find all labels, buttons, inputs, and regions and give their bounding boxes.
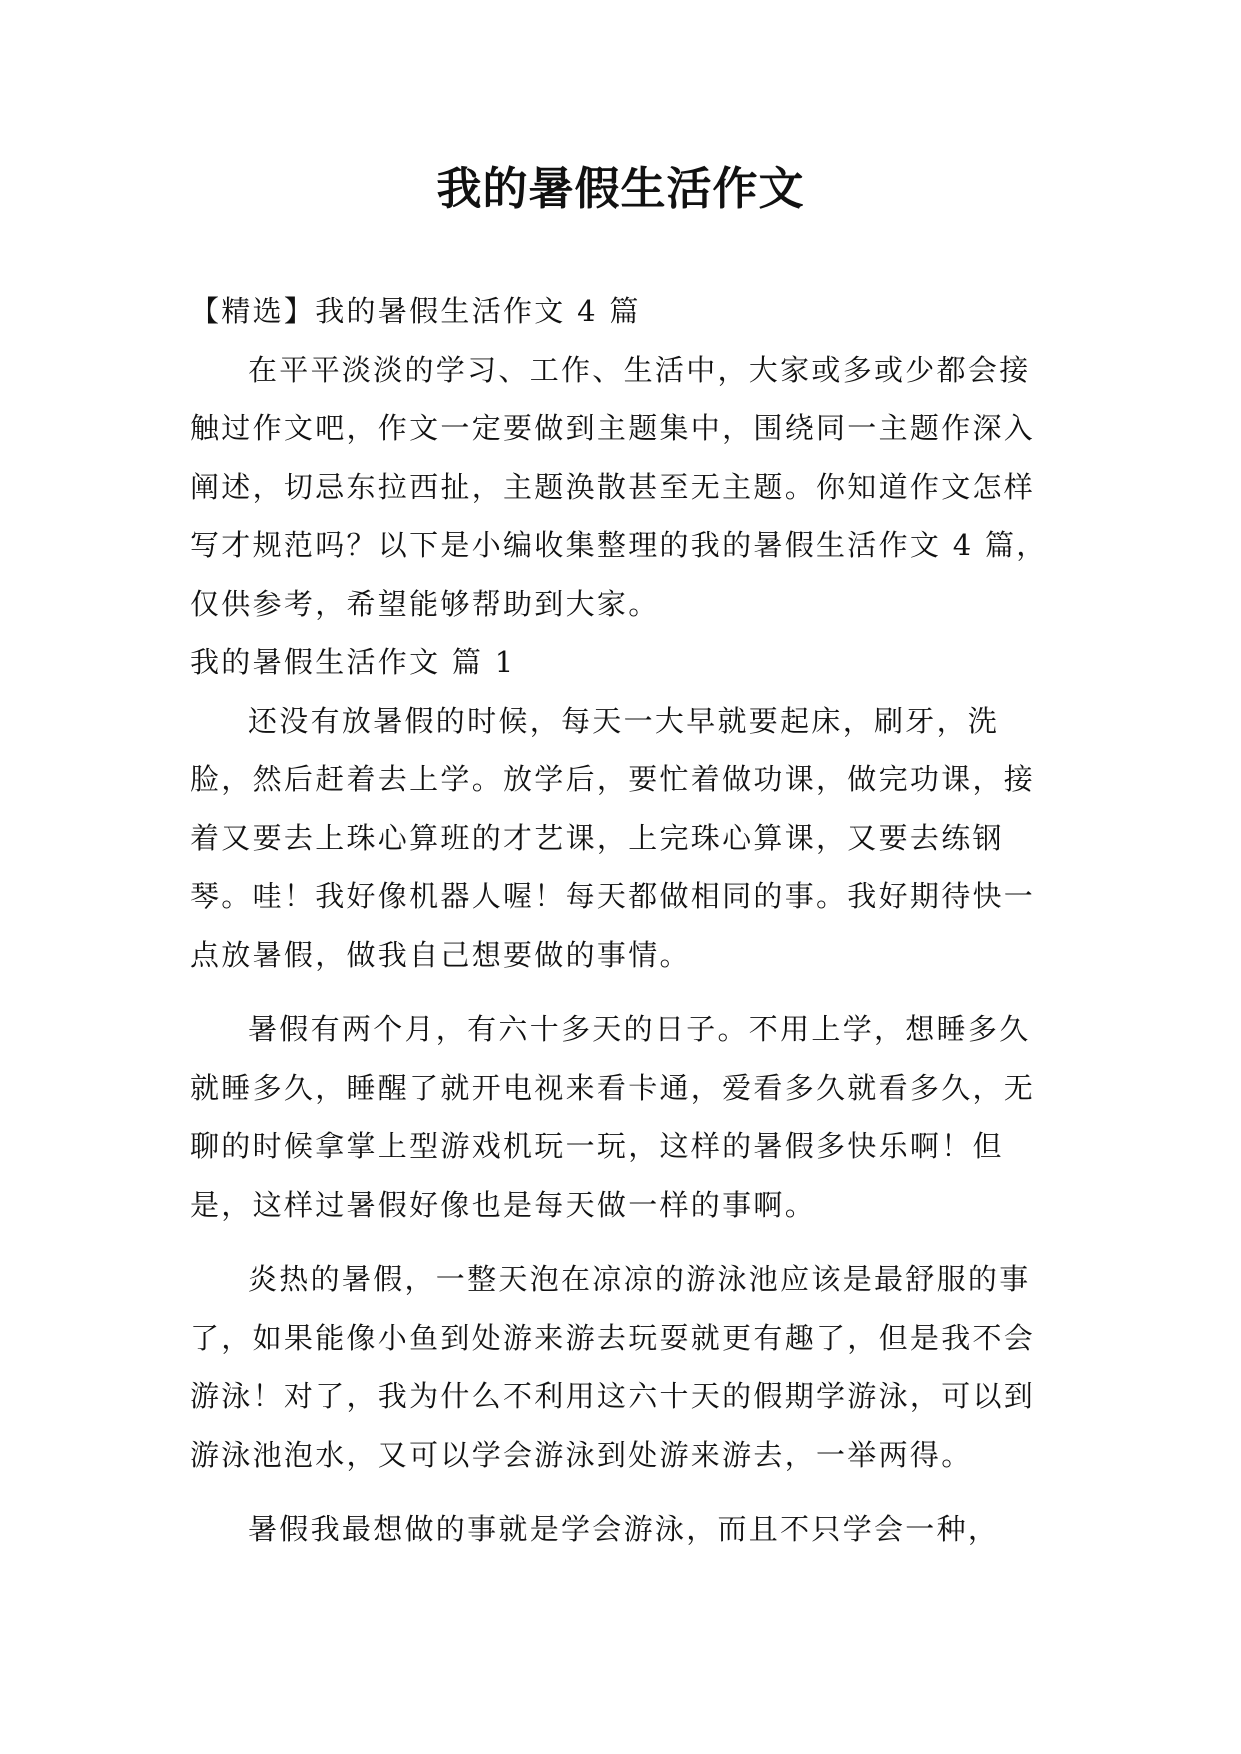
document-body xyxy=(190,282,1050,1559)
essay-paragraph-1: 还没有放暑假的时候，每天一大早就要起床，刷牙，洗脸，然后赶着去上学。放学后，要忙着做功课，做完功课，接着又要去上珠心算班的才艺课，上完珠心算课，又要去练钢琴。哇！我好像机器人喔！每天都做相同的事。我好期待快一点放暑假，做我自己想要做的事情。 xyxy=(190,703,1036,972)
document-title: 我的暑假生活作文 xyxy=(436,162,805,215)
essay-paragraph-2: 暑假有两个月，有六十多天的日子。不用上学，想睡多久就睡多久，睡醒了就开电视来看卡通，爱看多久就看多久，无聊的时候拿掌上型游戏机玩一玩，这样的暑假多快乐啊！但是，这样过暑假好像也是每天做一样的事啊。 xyxy=(190,1012,1036,1222)
intro-paragraph: 在平平淡淡的学习、工作、生活中，大家或多或少都会接触过作文吧，作文一定要做到主题集中，围绕同一主题作深入阐述，切忌东拉西扯，主题涣散甚至无主题。你知道作文怎样写才规范吗？以下是小编收集整理的我的暑假生活作文 4 篇，仅供参考，希望能够帮助到大家。 xyxy=(190,352,1048,621)
document-subtitle: 【精选】我的暑假生活作文 4 篇 xyxy=(190,294,641,328)
essay-paragraph-4: 暑假我最想做的事就是学会游泳，而且不只学会一种， xyxy=(248,1512,1000,1546)
essay-paragraph-3: 炎热的暑假，一整天泡在凉凉的游泳池应该是最舒服的事了，如果能像小鱼到处游来游去玩耍就更有趣了，但是我不会游泳！对了，我为什么不利用这六十天的假期学游泳，可以到游泳池泡水，又可以学会游泳到处游来游去，一举两得。 xyxy=(190,1262,1036,1472)
section-heading: 我的暑假生活作文 篇 1 xyxy=(190,645,516,679)
